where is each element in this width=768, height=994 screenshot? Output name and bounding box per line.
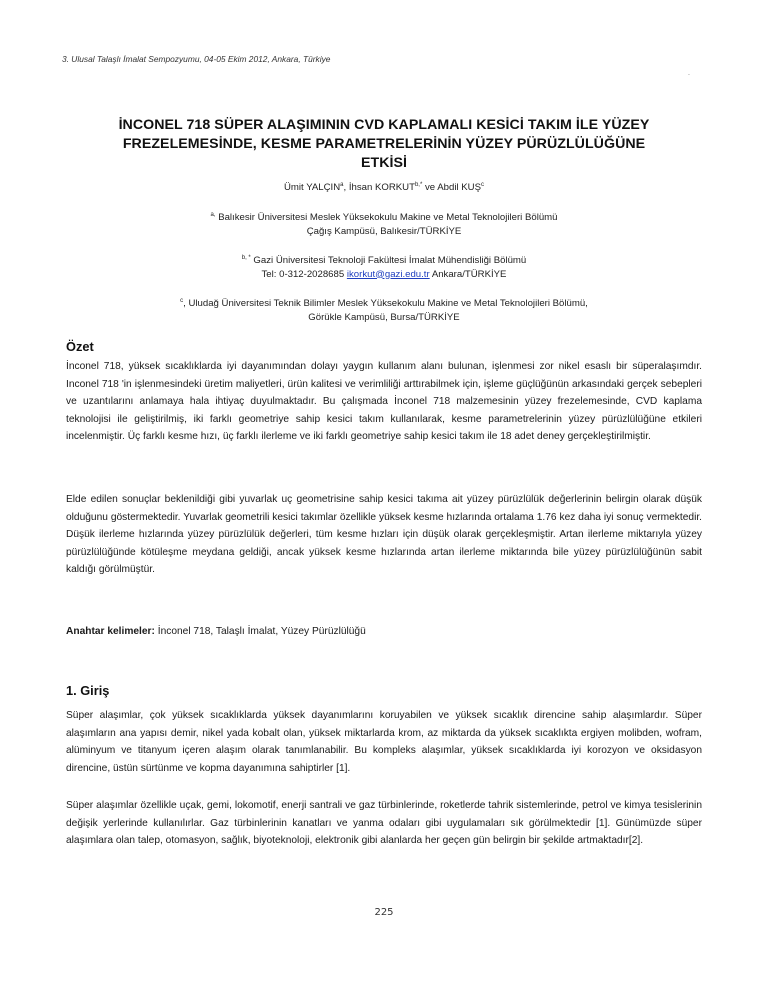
introduction-paragraph-2: Süper alaşımlar özellikle uçak, gemi, lokomotif, enerji santrali ve gaz türbinlerinde, roketlerde tahrik sistemlerinde, petrol ve kimya tesislerinin değişik yerlerinde kullanılırlar. Gaz türbinlerinin kanatları ve yanma odaları gibi uygulamaları sık görülmektedir [1]. Günümüzde süper alaşımlara olan talep, otomasyon, sağlık, biyoteknoloji, elektronik gibi alanlarda her geçen gün belirgin bir şekilde artmaktadır[2]. [66, 800, 702, 847]
abstract-paragraph-1: İnconel 718, yüksek sıcaklıklarda iyi dayanımından dolayı yaygın kullanım alanı bulunan, işlenmesi zor nikel esaslı bir süperalaşımdır. Inconel 718 'in işlenmesindeki üretim maliyetleri, ürün kalitesi ve verimliliği arttırabilmek için, işleme güçlüğünün arkasındaki gerçek sebepleri ve uzantılarını anlamaya hala ihtiyaç duyulmaktadır. Bu çalışmada İnconel 718 malzemesinin yüzey frezelemesinde, CVD kaplama teknolojisi ile geliştirilmiş, iki farklı geometriye sahip kesici takım kullanılarak, kesme parametrelerinin yüzey pürüzlülüğüne etkileri incelenmiştir. Üç farklı kesme hızı, üç farklı ilerleme ve iki farklı geometriye sahip kesici takım ile 18 adet deney gerçekleştirilmiştir. [66, 361, 702, 443]
affiliation-city: Ankara/TÜRKİYE [431, 268, 507, 280]
abstract-heading: Özet [66, 339, 94, 354]
running-header: 3. Ulusal Talaşlı İmalat Sempozyumu, 04-05 Ekim 2012, Ankara, Türkiye [62, 54, 331, 64]
paper-title [60, 116, 708, 173]
affiliation-institution: Balıkesir Üniversitesi Meslek Yüksekokulu Makine ve Metal Teknolojileri Bölümü [218, 212, 558, 223]
affiliation-mark: c [180, 298, 184, 304]
affiliation-c [0, 297, 768, 324]
author-affiliation-mark: a [340, 182, 344, 188]
introduction-paragraph-1: Süper alaşımlar, çok yüksek sıcaklıklarda yüksek dayanımlarını koruyabilen ve yüksek sıcaklık direncine sahip alaşımlardır. Süper alaşımların ana yapısı demir, nikel yada kobalt olan, yüksek miktarlarda krom, az miktarda da yüksek sıcaklıkta ergiyen molibden, wofram, alüminyum ve titanyum içeren alaşım olarak tanımlanabilir. Bu kompleks alaşımlar, yüksek sıcaklıklarda iyi korozyon ve oksidasyon direncine, üstün sürtünme ve kopma dayanımına sahiptirler [1]. [66, 710, 702, 774]
affiliation-a [0, 211, 768, 238]
author-separator: ve [422, 182, 438, 193]
affiliation-institution: Gazi Üniversitesi Teknoloji Fakültesi İmalat Mühendisliği Bölümü [253, 255, 527, 266]
affiliation-institution: , Uludağ Üniversitesi Teknik Bilimler Meslek Yüksekokulu Makine ve Metal Teknolojileri Bölümü, [183, 298, 588, 309]
author-name: Ümit YALÇIN [284, 182, 341, 193]
title-line-1: İNCONEL 718 SÜPER ALAŞIMININ CVD KAPLAMALI KESİCİ TAKIM İLE YÜZEY [118, 117, 650, 133]
affiliation-b [0, 254, 768, 281]
author-separator: , [343, 182, 349, 193]
affiliation-address: Çağış Kampüsü, Balıkesir/TÜRKİYE [306, 225, 462, 237]
affiliation-mark: a, [210, 212, 216, 218]
title-line-3: ETKİSİ [360, 155, 408, 171]
page-number: 225 [374, 907, 394, 918]
title-line-2: FREZELEMESİNDE, KESME PARAMETRELERİNİN YÜZEY PÜRÜZLÜLÜĞÜNE [122, 136, 646, 152]
email-link[interactable]: ikorkut@gazi.edu.tr [346, 268, 430, 280]
author-name: İhsan KORKUT [348, 182, 415, 193]
affiliation-address: Görükle Kampüsü, Bursa/TÜRKİYE [308, 311, 460, 323]
author-list [0, 182, 768, 193]
keywords-label: Anahtar kelimeler: [66, 626, 155, 637]
abstract-paragraph-2: Elde edilen sonuçlar beklenildiği gibi yuvarlak uç geometrisine sahip kesici takıma ait yüzey pürüzlülük değerlerinin belirgin olarak düşük olduğunu göstermektedir. Yuvarlak geometrili kesici takımlar özellikle yüksek kesme hızlarında ortalama 1.76 kez daha iyi sonuç vermektedir. Düşük ilerleme hızlarında yüzey pürüzlülük değerleri, tüm kesme hızları için düşük olarak gerçekleşmiştir. Artan ilerleme miktarıyla yüzey pürüzlülüğünde kötüleşme meydana geldiği, ancak yüksek kesme hızlarında artan ilerleme miktarında bile yüzey pürüzlülüğünün sabit kaldığı görülmüştür. [66, 494, 702, 576]
affiliation-mark: b, * [241, 255, 251, 261]
affiliation-phone: Tel: 0-312-2028685 [261, 268, 345, 280]
author-affiliation-mark: c [480, 182, 484, 188]
introduction-heading: 1. Giriş [66, 683, 110, 698]
header-corner-mark: . [688, 70, 690, 77]
author-affiliation-mark: b,* [414, 182, 423, 188]
keywords-value: İnconel 718, Talaşlı İmalat, Yüzey Pürüzlülüğü [154, 626, 366, 637]
keywords [66, 626, 366, 637]
author-name: Abdil KUŞ [437, 182, 481, 193]
